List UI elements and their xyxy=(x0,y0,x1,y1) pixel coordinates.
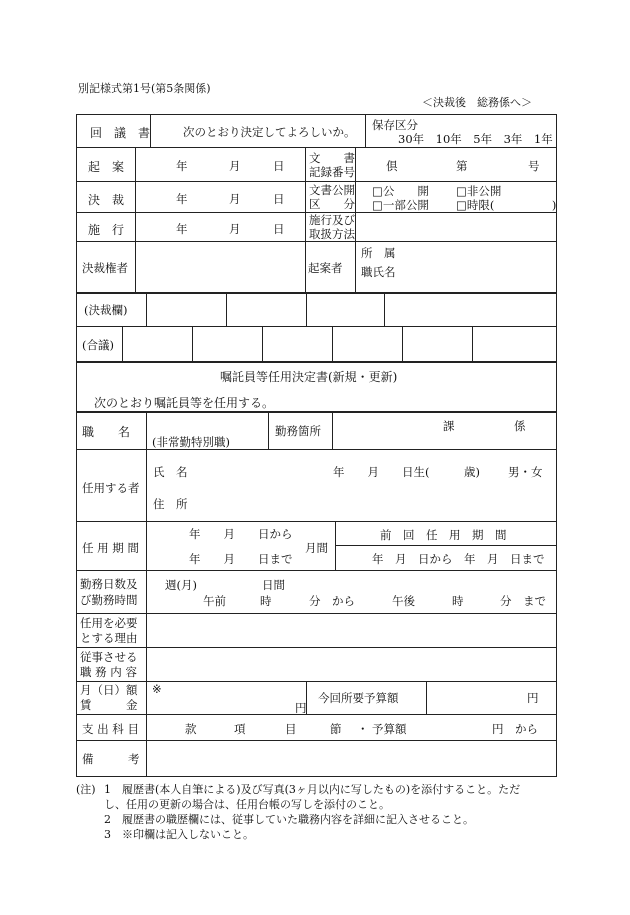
drafted-date-field[interactable] xyxy=(136,148,304,180)
enforced-day: 日 xyxy=(273,222,285,236)
remarks-field[interactable] xyxy=(147,741,556,775)
handling-field[interactable] xyxy=(356,213,556,241)
expense-budget: 予算額 xyxy=(372,722,407,736)
address-label: 住 所 xyxy=(153,497,188,511)
retention-options[interactable]: 30年 10年 5年 3年 1年 xyxy=(398,132,553,146)
period-label: 任 用 期 間 xyxy=(82,541,139,555)
previous-period-label: 前 回 任 用 期 間 xyxy=(380,528,507,542)
note-item-3: 3 ※印欄は記入しないこと。 xyxy=(104,828,254,841)
wage-yen: 円 xyxy=(295,701,307,715)
doc-number-prefix: 倶 xyxy=(386,159,398,173)
note-item-2: 2 履歴書の職歴欄には、従事していた職務内容を詳細に記入させること。 xyxy=(104,813,474,826)
decided-label: 決 裁 xyxy=(88,193,125,207)
decided-date-field[interactable] xyxy=(136,182,304,211)
disclosure-partial-checkbox[interactable]: □一部公開 xyxy=(372,198,429,212)
expense-setsu: 節 xyxy=(330,722,342,736)
gender-select[interactable]: 男・女 xyxy=(508,465,543,479)
form-number: 別記様式第1号(第5条関係) xyxy=(78,82,211,95)
note-item-1-cont: し、任用の更新の場合は、任用台帳の写しを添付のこと。 xyxy=(104,798,390,811)
duties-label: 従事させる 職 務 内 容 xyxy=(80,650,138,679)
decided-day: 日 xyxy=(273,192,285,206)
reason-field[interactable] xyxy=(147,614,556,647)
expense-kou: 項 xyxy=(234,722,246,736)
decided-year: 年 xyxy=(176,192,188,206)
enforced-label: 施 行 xyxy=(88,223,125,237)
time-hour-2: 時 xyxy=(452,594,464,608)
doc-record-label: 文 書 記録番号 xyxy=(309,151,355,179)
expense-dot: ・ xyxy=(357,722,369,736)
doc-number-suffix: 号 xyxy=(528,159,540,173)
disclosure-private-checkbox[interactable]: □非公開 xyxy=(456,184,502,198)
workdays-week: 週(月) xyxy=(165,578,197,592)
decided-month: 月 xyxy=(229,192,241,206)
wage-label: 月（日）額 賃 金 xyxy=(80,683,138,712)
budget-needed-label: 今回所要予算額 xyxy=(318,691,399,705)
period-to[interactable]: 年 月 日まで xyxy=(189,552,293,566)
name-label: 氏 名 xyxy=(153,465,188,479)
drafter-label: 起案者 xyxy=(308,261,343,275)
time-pm: 午後 xyxy=(392,594,415,608)
authority-label: 決裁権者 xyxy=(82,261,128,275)
disclosure-timed-checkbox[interactable]: □時限( ) xyxy=(456,198,557,212)
budget-yen: 円 xyxy=(527,691,539,705)
affiliation-label: 所 属 xyxy=(361,246,396,260)
authority-field[interactable] xyxy=(136,242,304,292)
note-item-1: 1 履歴書(本人自筆による)及び写真(3ヶ月以内に写したもの)を添付すること。ただ xyxy=(104,783,521,796)
time-minute-from: 分 から xyxy=(309,594,355,608)
remarks-label: 備 考 xyxy=(82,752,140,766)
disclosure-label: 文書公開 区 分 xyxy=(309,183,355,211)
decision-col-label: (決裁欄) xyxy=(84,303,128,317)
notes-head: (注) xyxy=(76,783,96,796)
previous-period-range[interactable]: 年 月 日から 年 月 日まで xyxy=(372,552,545,566)
drafted-year: 年 xyxy=(176,159,188,173)
expense-moku: 目 xyxy=(285,722,297,736)
decision-stamp-cells[interactable] xyxy=(147,293,556,325)
time-hour: 時 xyxy=(260,594,272,608)
post-label: 職 名 xyxy=(82,425,131,439)
post-note: (非常勤特別職) xyxy=(152,435,230,449)
drafted-day: 日 xyxy=(273,159,285,173)
drafted-label: 起 案 xyxy=(88,160,125,174)
section-unit: 課 xyxy=(443,419,455,433)
time-minute-to: 分 まで xyxy=(500,594,546,608)
request-text: 次のとおり決定してよろしいか。 xyxy=(183,125,356,139)
birth-date[interactable]: 年 月 日生( 歳) xyxy=(333,465,480,479)
enforced-month: 月 xyxy=(229,222,241,236)
position-name-label: 職氏名 xyxy=(361,265,396,279)
doc-number-field[interactable] xyxy=(356,148,556,180)
appointment-intro: 次のとおり嘱託員等を任用する。 xyxy=(94,396,275,410)
duties-field[interactable] xyxy=(147,648,556,681)
consult-stamp-cells[interactable] xyxy=(123,327,556,360)
disclosure-public-checkbox[interactable]: □公 開 xyxy=(372,184,429,198)
workdays-label: 勤務日数及 び勤務時間 xyxy=(80,577,138,607)
wage-mark: ※ xyxy=(152,682,162,696)
enforced-date-field[interactable] xyxy=(136,213,304,241)
routing-note: ＜決裁後 総務係へ＞ xyxy=(422,96,532,109)
section-sub: 係 xyxy=(514,419,526,433)
appointment-title: 嘱託員等任用決定書(新規・更新) xyxy=(220,370,398,384)
expense-kan: 款 xyxy=(185,722,197,736)
consult-col-label: (合議) xyxy=(82,338,114,352)
period-unit: 月間 xyxy=(305,541,328,555)
appointee-label: 任用する者 xyxy=(82,481,140,495)
retention-label: 保存区分 xyxy=(372,118,418,132)
drafted-month: 月 xyxy=(229,159,241,173)
doc-number-mid: 第 xyxy=(456,159,468,173)
period-from[interactable]: 年 月 日から xyxy=(189,527,293,541)
workplace-label: 勤務箇所 xyxy=(275,424,321,438)
reason-label: 任用を必要 とする理由 xyxy=(80,616,138,645)
kaigisho-label: 回 議 書 xyxy=(90,126,151,140)
time-am: 午前 xyxy=(203,594,226,608)
expense-label: 支 出 科 目 xyxy=(82,722,139,736)
workdays-days: 日間 xyxy=(262,578,285,592)
handling-label: 施行及び 取扱方法 xyxy=(309,213,355,241)
expense-from: 円 から xyxy=(492,722,538,736)
enforced-year: 年 xyxy=(176,222,188,236)
